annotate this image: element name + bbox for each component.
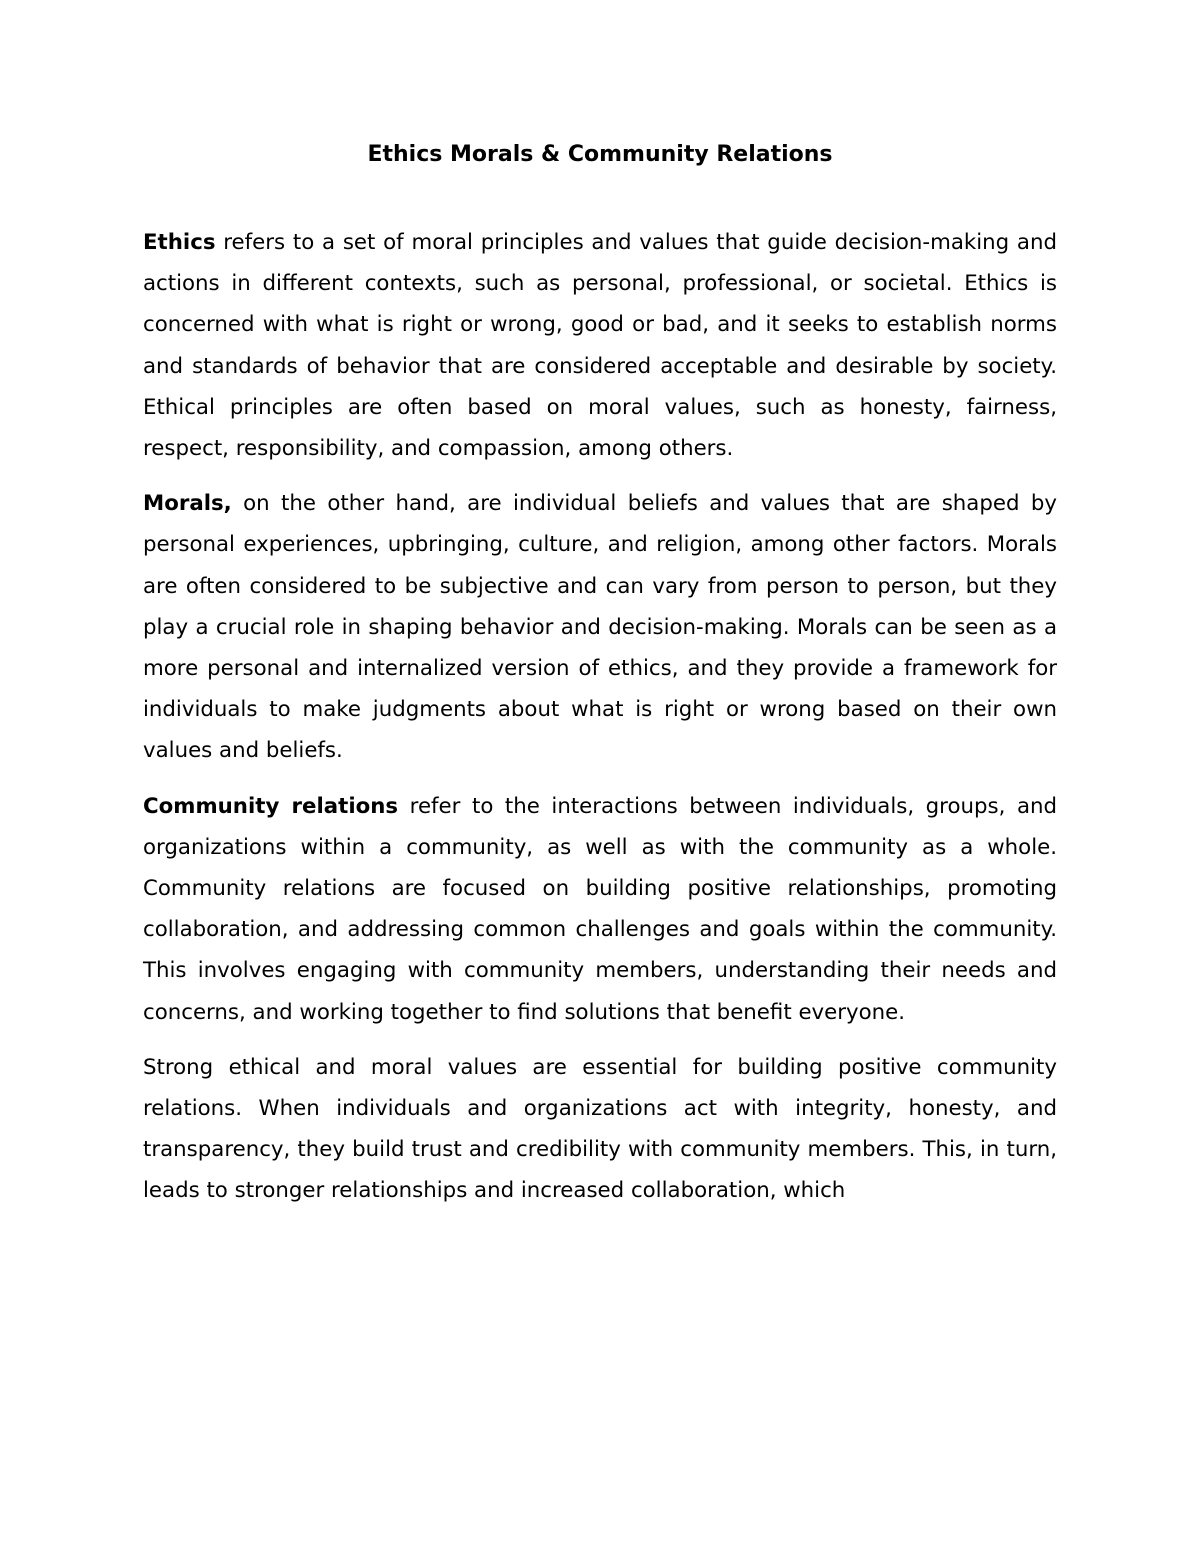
term-ethics: Ethics — [143, 230, 216, 255]
document-title: Ethics Morals & Community Relations — [367, 142, 833, 167]
paragraph-text: on the other hand, are individual beliefs and values that are shaped by personal experiences, upbringing, culture, and religion, among other factors. Morals are often considered to be subjective and can vary from person to person, but they play a crucial role in shaping behavior and decision-making. Morals can be seen as a more personal and internalized version of ethics, and they provide a framework for individuals to make judgments about what is right or wrong based on their own values and beliefs. — [143, 491, 1057, 764]
term-morals: Morals, — [143, 491, 232, 517]
paragraph-morals — [143, 483, 1057, 771]
paragraph-community-relations — [143, 786, 1057, 1033]
paragraph-conclusion — [143, 1047, 1057, 1212]
paragraph-ethics — [143, 222, 1057, 469]
paragraph-text: refers to a set of moral principles and values that guide decision-making and actions in different contexts, such as personal, professional, or societal. Ethics is concerned with what is right or wrong, good or bad, and it seeks to establish norms and standards of behavior that are considered acceptable and desirable by society. Ethical principles are often based on moral values, such as honesty, fairness, respect, responsibility, and compassion, among others. — [143, 230, 1057, 462]
paragraph-text: refer to the interactions between individuals, groups, and organizations within a community, as well as with the community as a whole. Community relations are focused on building positive relationships, promoting collaboration, and addressing common challenges and goals within the community. This involves engaging with community members, understanding their needs and concerns, and working together to find solutions that benefit everyone. — [143, 793, 1058, 1025]
document-body — [143, 222, 1057, 1226]
paragraph-text: Strong ethical and moral values are essential for building positive community relations. When individuals and organizations act with integrity, honesty, and transparency, they build trust and credibility with community members. This, in turn, leads to stronger relationships and increased collaboration, which — [143, 1054, 1057, 1204]
term-community-relations: Community relations — [143, 793, 399, 819]
